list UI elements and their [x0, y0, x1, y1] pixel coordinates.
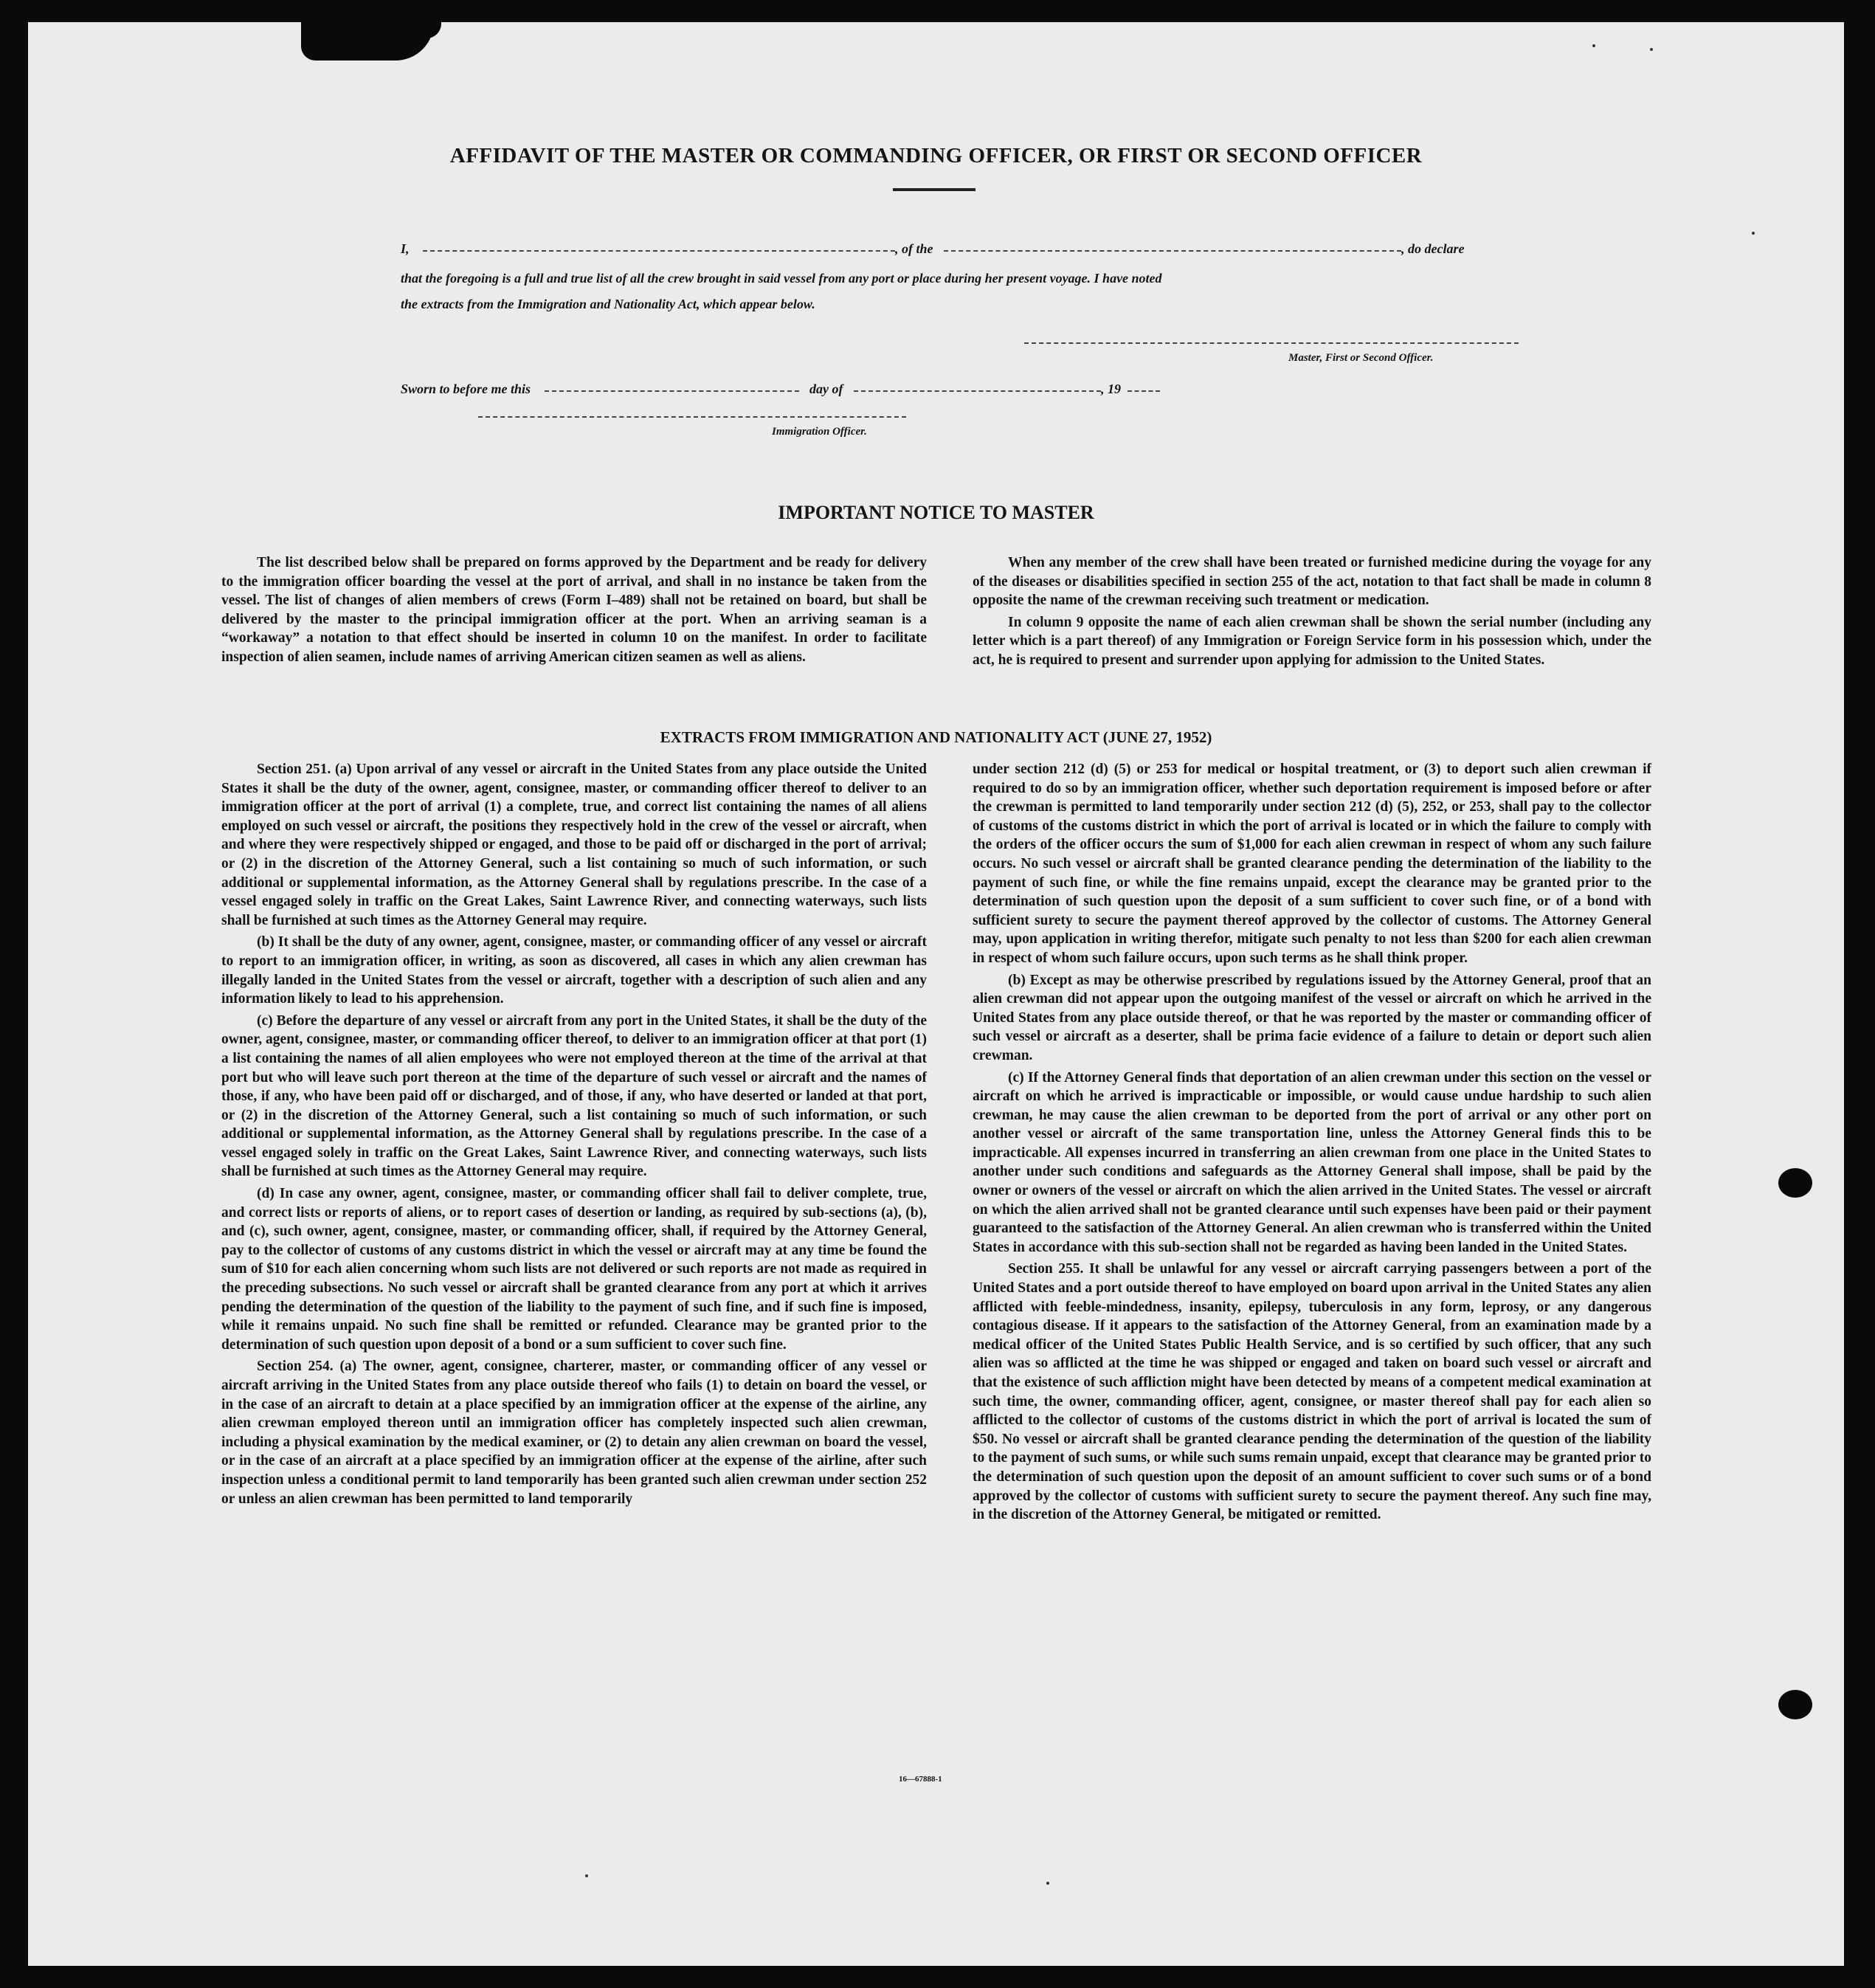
affidavit-line-3: the extracts from the Immigration and Nationality Act, which appear below.	[401, 297, 815, 311]
sworn-month-blank[interactable]	[854, 389, 1101, 392]
sworn-line	[401, 382, 1537, 397]
extract-paragraph: (b) Except as may be otherwise prescribed by regulations issued by the Attorney General, proof that an alien crewman did not appear upon the outgoing manifest of the vessel or aircraft on which he arrived in the United States from any place outside thereof, or that he was reported by the master or commanding officer of such vessel or aircraft as a deserter, shall be prima facie evidence of a failure to detain or deport such alien crewman.	[973, 972, 1651, 1063]
speck	[585, 1874, 588, 1877]
affidavit-do-declare: , do declare	[1401, 241, 1465, 256]
sworn-year: , 19	[1101, 382, 1122, 396]
affidavit-line-2: that the foregoing is a full and true list of all the crew brought in said vessel from any port or place during her present voyage. I have noted	[401, 271, 1162, 286]
extract-paragraph: Section 251. (a) Upon arrival of any vessel or aircraft in the United States from any place outside the United States it shall be the duty of the owner, agent, consignee, master, or commanding officer thereof to deliver to an immigration officer at the port of arrival (1) a complete, true, and correct list containing the names of all aliens employed on such vessel or aircraft, the positions they respectively hold in the crew of the vessel or aircraft, when and where they were respectively shipped or engaged, and those to be paid off or discharged in the port of arrival; or (2) in the discretion of the Attorney General, such a list containing so much of such information, or such additional or supplemental information, as the Attorney General shall by regulations prescribe. In the case of a vessel engaged solely in traffic on the Great Lakes, Saint Lawrence River, and connecting waterways, such lists shall be furnished at such times as the Attorney General may require.	[221, 762, 927, 928]
extract-paragraph: (c) Before the departure of any vessel or aircraft from any port in the United States, it shall be the duty of the owner, agent, consignee, master, or commanding officer thereof, to deliver to an immigration officer at that port (1) a list containing the names of all alien employees who were not employed thereon at the time of the arrival at that port but who will leave such port thereon at the time of the departure of such vessel or aircraft and the names of those, if any, who have been paid off or discharged, and of those, if any, who have deserted or landed at that port, or (2) in the discretion of the Attorney General, such a list containing so much of such information, or such additional or supplemental information, as the Attorney General shall by regulations prescribe. In the case of a vessel engaged solely in traffic on the Great Lakes, Saint Lawrence River, and connecting waterways, such lists shall be furnished at such times as the Attorney General may require.	[221, 1012, 927, 1180]
sworn-text: Sworn to before me this	[401, 382, 531, 396]
extracts-title: EXTRACTS FROM IMMIGRATION AND NATIONALITY ACT (JUNE 27, 1952)	[660, 728, 1212, 746]
speck	[1592, 44, 1595, 47]
vessel-blank[interactable]	[944, 249, 1401, 252]
name-blank[interactable]	[423, 249, 895, 252]
master-signature-blank[interactable]	[1024, 341, 1519, 344]
title-rule	[893, 188, 976, 191]
speck	[1046, 1882, 1049, 1885]
master-signature-label: Master, First or Second Officer.	[1288, 352, 1434, 364]
extract-paragraph: Section 255. It shall be unlawful for any vessel or aircraft carrying passengers between a port of the United States and a port outside thereof to have employed on board upon arrival in the United States any alien afflicted with feeble-mindedness, insanity, epilepsy, tuberculosis in any form, leprosy, or any dangerous contagious disease. If it appears to the satisfaction of the Attorney General, from an examination made by a medical officer of the United States Public Health Service, and is so certified by such officer, that any such alien was so afflicted at the time he was shipped or engaged and taken on board such vessel or aircraft and that the existence of such affliction might have been detected by means of a competent medical examination at such time, the owner, commanding officer, agent, consignee, or master thereof shall pay for each alien so afflicted to the collector of customs of the customs district in which the port of arrival is located the sum of $50. No vessel or aircraft shall be granted clearance pending the determination of the question of the liability to the payment of such sums, or while such sums remain unpaid, except that clearance may be granted prior to the determination of such question upon the deposit of an amount sufficient to cover such sums or of a bond approved by the collector of customs with sufficient surety to secure the payment thereof. Any such fine may, in the discretion of the Attorney General, be mitigated or remitted.	[973, 1261, 1651, 1523]
notice-title: IMPORTANT NOTICE TO MASTER	[778, 502, 1094, 523]
form-number: 16—67888-1	[899, 1775, 942, 1784]
master-signature	[1024, 336, 1519, 362]
notice-right-paragraph-2: In column 9 opposite the name of each alien crewman shall be shown the serial number (including any letter which is a part thereof) of any Immigration or Foreign Service form in his possession which, under the act, he is required to present and surrender upon applying for admission to the United States.	[973, 614, 1651, 668]
officer-signature-blank[interactable]	[478, 415, 906, 418]
sworn-day-of: day of	[809, 382, 843, 396]
affidavit-title: AFFIDAVIT OF THE MASTER OR COMMANDING OFFICER, OR FIRST OR SECOND OFFICER	[449, 144, 1423, 168]
sworn-day-blank[interactable]	[545, 389, 799, 392]
extract-paragraph: (d) In case any owner, agent, consignee, master, or commanding officer shall fail to deliver complete, true, and correct lists or reports of aliens, or to report cases of desertion or landing, as required by sub-sections (a), (b), and (c), such owner, agent, consignee, master, or commanding officer, shall, if required by the Attorney General, pay to the collector of customs of any customs district in which the vessel or aircraft may at any time be found the sum of $10 for each alien concerning whom such lists are not delivered or such reports are not made as required in the preceding subsections. No such vessel or aircraft shall be granted clearance from any port at which it arrives pending the determination of the question of the liability to the payment of such fine, and if such fine is imposed, while it remains unpaid. No such fine shall be remitted or refunded. Clearance may be granted prior to the determination of such question upon deposit of a bond or a sum sufficient to cover such fine.	[221, 1186, 927, 1353]
notice-right-paragraph-1: When any member of the crew shall have been treated or furnished medicine during the voyage for any of the diseases or disabilities specified in section 255 of the act, notation to that fact shall be made in column 8 opposite the name of the crewman receiving such treatment or medication.	[973, 555, 1651, 609]
speck	[1650, 48, 1653, 51]
affidavit-i: I,	[401, 241, 410, 256]
extracts-left-column	[221, 760, 927, 1511]
notice-left-paragraph: The list described below shall be prepared on forms approved by the Department and be ready for delivery to the immigration officer boarding the vessel at the port of arrival, and shall in no instance be taken from the vessel. The list of changes of alien members of crews (Form I–489) shall not be retained on board, but shall be delivered by the master to the principal immigration officer at the port. When an arriving seaman is a “workaway” a notation to that effect should be inserted in column 10 on the manifest. In order to facilitate inspection of alien seamen, include names of arriving American citizen seamen as well as aliens.	[221, 555, 927, 665]
affidavit-of-the: , of the	[895, 241, 933, 256]
punch-hole	[1778, 1690, 1812, 1719]
extract-paragraph: (c) If the Attorney General finds that deportation of an alien crewman under this section on the vessel or aircraft on which he arrived is impracticable or impossible, or would cause undue hardship to such alien crewman, he may cause the alien crewman to be deported from the port of arrival or any other port on another vessel or aircraft of the same transportation line, unless the Attorney General finds this to be impracticable. All expenses incurred in transferring an alien crewman from one place in the United States to another under such conditions and safeguards as the Attorney General shall impose, shall be paid by the owner or owners of the vessel or aircraft on which the alien arrived in the United States. The vessel or aircraft on which the alien arrived shall not be granted clearance until such expenses have been paid or their payment guaranteed to the satisfaction of the Attorney General. An alien crewman who is transferred within the United States in accordance with this sub-section shall not be regarded as having been landed in the United States.	[973, 1069, 1651, 1255]
extract-paragraph: under section 212 (d) (5) or 253 for medical or hospital treatment, or (3) to deport such alien crewman if required to do so by an immigration officer, whether such deportation requirement is imposed before or after the crewman is permitted to land temporarily under section 212 (d) (5), 252, or 253, shall pay to the collector of customs of the customs district in which the port of arrival is located or in which the failure to comply with the orders of the officer occurs the sum of $1,000 for each alien crewman in respect of whom any such failure occurs. No such vessel or aircraft shall be granted clearance pending the determination of the liability to the payment of such fine, or while the fine remains unpaid, except the clearance may be granted prior to the determination of such question upon the deposit of a sum sufficient to cover such fine, or of a bond with sufficient surety to secure the payment thereof approved by the collector of customs. The Attorney General may, upon application in writing therefor, mitigate such penalty to not less than $200 for each alien crewman in respect of whom such failure occurs, upon such terms as he shall think proper.	[973, 762, 1651, 966]
notice-right-column	[973, 553, 1651, 673]
document-page	[28, 22, 1844, 1966]
sworn-year-blank[interactable]	[1128, 389, 1160, 392]
speck	[1752, 232, 1755, 235]
affidavit-line-1	[401, 241, 1537, 257]
officer-signature	[478, 410, 906, 438]
extract-paragraph: (b) It shall be the duty of any owner, agent, consignee, master, or commanding officer of any vessel or aircraft to report to an immigration officer, in writing, as soon as discovered, all cases in which any alien crewman has illegally landed in the United States from the vessel or aircraft, together with a description of such alien and any information likely to lead to his apprehension.	[221, 934, 927, 1007]
punch-hole	[1778, 1168, 1812, 1198]
extracts-right-column	[973, 760, 1651, 1528]
extract-paragraph: Section 254. (a) The owner, agent, consignee, charterer, master, or commanding officer of any vessel or aircraft arriving in the United States from any place outside thereof who fails (1) to detain on board the vessel, or in the case of an aircraft to detain at a place specified by an immigration officer at the expense of the airline, any alien crewman employed thereon until an immigration officer has completely inspected such alien crewman, including a physical examination by the medical examiner, or (2) to detain any alien crewman on board the vessel, or in the case of an aircraft at a place specified by an immigration officer at the expense of the airline, after such inspection unless a conditional permit to land temporarily has been granted such alien crewman under section 252 or unless an alien crewman has been permitted to land temporarily	[221, 1359, 927, 1507]
officer-signature-label: Immigration Officer.	[772, 426, 867, 438]
notice-left-column	[221, 553, 927, 670]
